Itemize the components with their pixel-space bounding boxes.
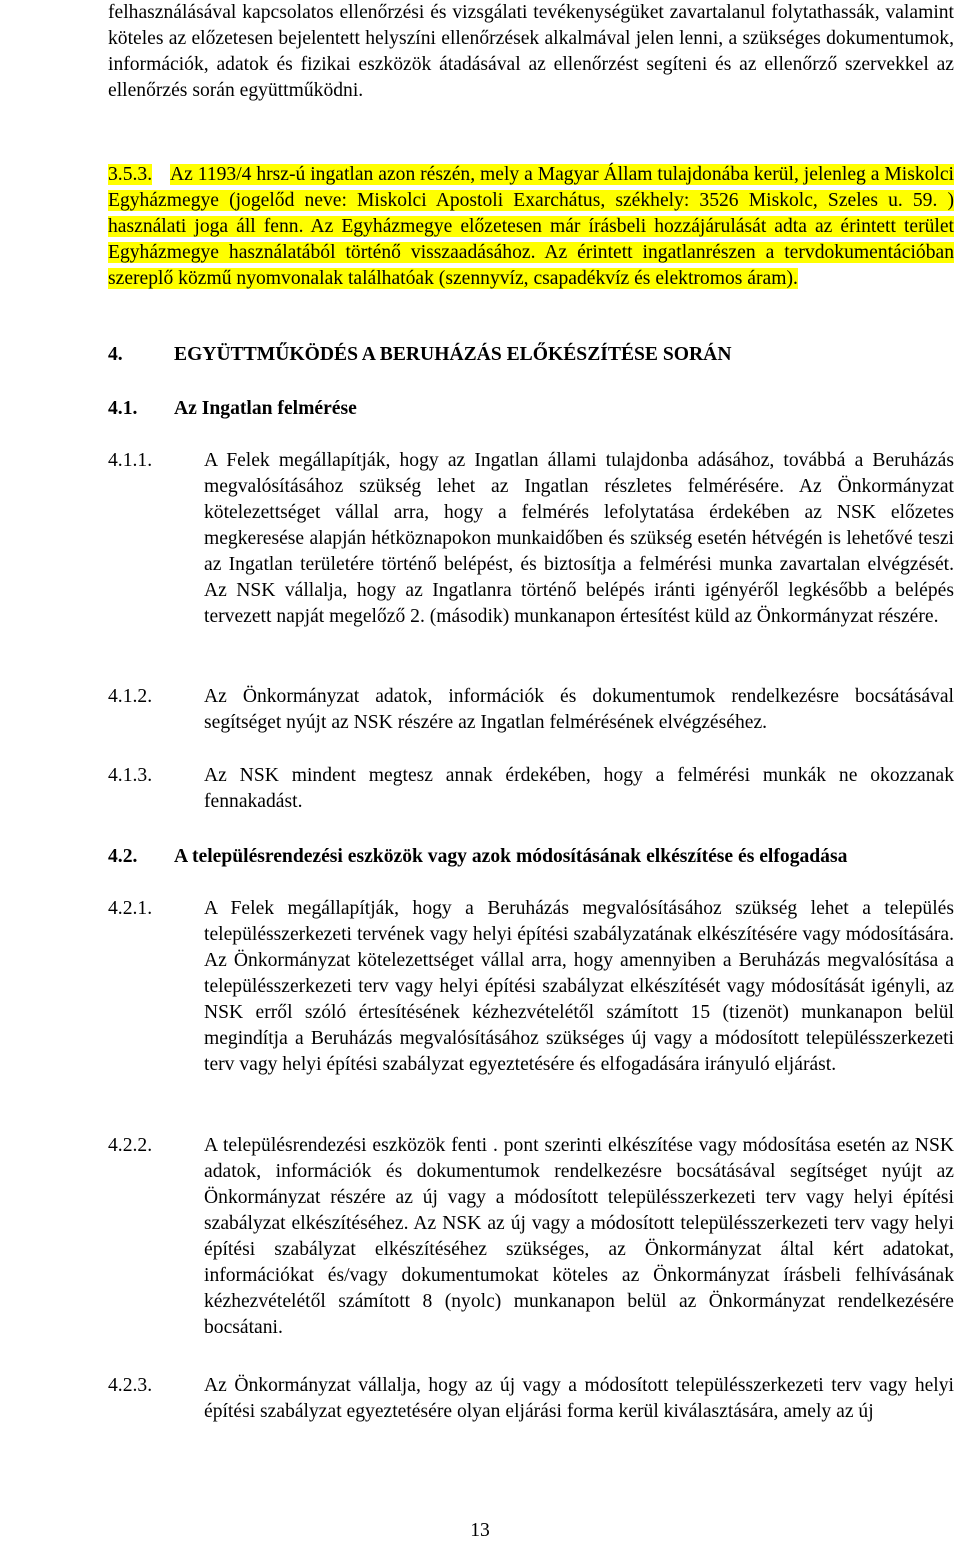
section-4-1-number: 4.1. [108,398,138,419]
item-4-1-2-number: 4.1.2. [108,686,153,707]
chapter-4-title: EGYÜTTMŰKÖDÉS A BERUHÁZÁS ELŐKÉSZÍTÉSE SORÁN [174,344,732,365]
section-4-1-title: Az Ingatlan felmérése [174,398,357,419]
item-4-2-3-text: Az Önkormányzat vállalja, hogy az új vagy a módosított településszerkezeti terv vagy helyi építési szabályzat egyeztetésére olyan eljárási forma kerül kiválasztására, amely az új [204,1375,954,1422]
item-4-1-3-text: Az NSK mindent megtesz annak érdekében, hogy a felmérési munkák ne okozzanak fennakadást. [204,765,954,812]
section-4-2-number: 4.2. [108,846,138,867]
item-4-2-3-number: 4.2.3. [108,1375,153,1396]
section-4-2-title: A településrendezési eszközök vagy azok módosításának elkészítése és elfogadása [174,846,848,867]
item-4-2-2-text: A településrendezési eszközök fenti . pont szerinti elkészítése vagy módosítása esetén az NSK adatok, információk és dokumentumok rendelkezésre bocsátásával segítséget nyújt az Önkormányzat részére az új vagy a módosított településszerkezeti terv vagy helyi építési szabályzat elkészítéséhez. Az NSK az új vagy a módosított településszerkezeti terv vagy helyi építési szabályzat elkészítéséhez szükséges, az Önkormányzat által kért adatokat, információkat és/vagy dokumentumokat köteles az Önkormányzat írásbeli felhívásának kézhezvételétől számított 8 (nyolc) munkanapon belül az Önkormányzat rendelkezésére bocsátani. [204,1135,954,1338]
intro-paragraph: felhasználásával kapcsolatos ellenőrzési és vizsgálati tevékenységüket zavartalanul folytathassák, valamint köteles az előzetesen bejelentett helyszíni ellenőrzések alkalmával jelen lenni, a szükséges dokumentumok, információk, adatok és fizikai eszközök átadásával az ellenőrzést segíteni és az ellenőrző szervekkel az ellenőrzés során együttműködni. [108,2,954,101]
item-4-2-1-text: A Felek megállapítják, hogy a Beruházás megvalósításához szükség lehet a település településszerkezeti tervének vagy helyi építési szabályzatának elkészítésére vagy módosítására. Az Önkormányzat kötelezettséget vállal arra, hogy amennyiben a Beruházás megvalósítása a településszerkezeti terv vagy helyi építési szabályzat elkészítését vagy módosítását igényli, az NSK erről szóló értesítésének kézhezvételétől számított 15 (tizenöt) munkanapon belül megindítja a Beruházás megvalósításához szükséges új vagy a módosított településszerkezeti terv vagy helyi építési szabályzat egyeztetésére és elfogadására irányuló eljárást. [204,898,954,1075]
item-4-2-1-number: 4.2.1. [108,898,153,919]
section-3-5-3-text: Az 1193/4 hrsz-ú ingatlan azon részén, mely a Magyar Állam tulajdonába kerül, jelenleg a Miskolci Egyházmegye (jogelőd neve: Miskolci Apostoli Exarchátus, székhely: 3526 Miskolc, Szeles u. 59. ) használati joga áll fenn. Az Egyházmegye előzetesen már írásbeli hozzájárulását adta az érintett terület Egyházmegye használatából történő visszaadásához. Az érintett ingatlanrészen a tervdokumentációban szereplő közmű nyomvonalak találhatóak (szennyvíz, csapadékvíz és elektromos áram). [108,164,954,289]
item-4-2-2-number: 4.2.2. [108,1135,153,1156]
section-3-5-3-body [108,162,954,292]
page-number: 13 [470,1520,490,1541]
section-number-3-5-3-text: 3.5.3. [108,164,153,185]
item-4-1-1-text: A Felek megállapítják, hogy az Ingatlan állami tulajdonba adásához, továbbá a Beruházás megvalósításához szükség lehet az Ingatlan részletes felmérésére. Az Önkormányzat kötelezettséget vállal arra, hogy a felmérés lefolytatása érdekében az NSK előzetes megkeresése alapján hétköznapokon munkaidőben és szükség esetén hétvégén is lehetővé teszi az Ingatlan területére történő belépést, és biztosítja a felmérési munka zavartalan elvégzését. Az NSK vállalja, hogy az Ingatlanra történő belépés iránti igényéről legkésőbb a belépés tervezett napját megelőző 2. (második) munkanapon értesítést küld az Önkormányzat részére. [204,450,954,627]
item-4-1-1-number: 4.1.1. [108,450,153,471]
item-4-1-3-number: 4.1.3. [108,765,153,786]
item-4-1-2-text: Az Önkormányzat adatok, információk és dokumentumok rendelkezésre bocsátásával segítséget nyújt az NSK részére az Ingatlan felmérésének elvégzéséhez. [204,686,954,733]
chapter-4-number: 4. [108,344,123,365]
